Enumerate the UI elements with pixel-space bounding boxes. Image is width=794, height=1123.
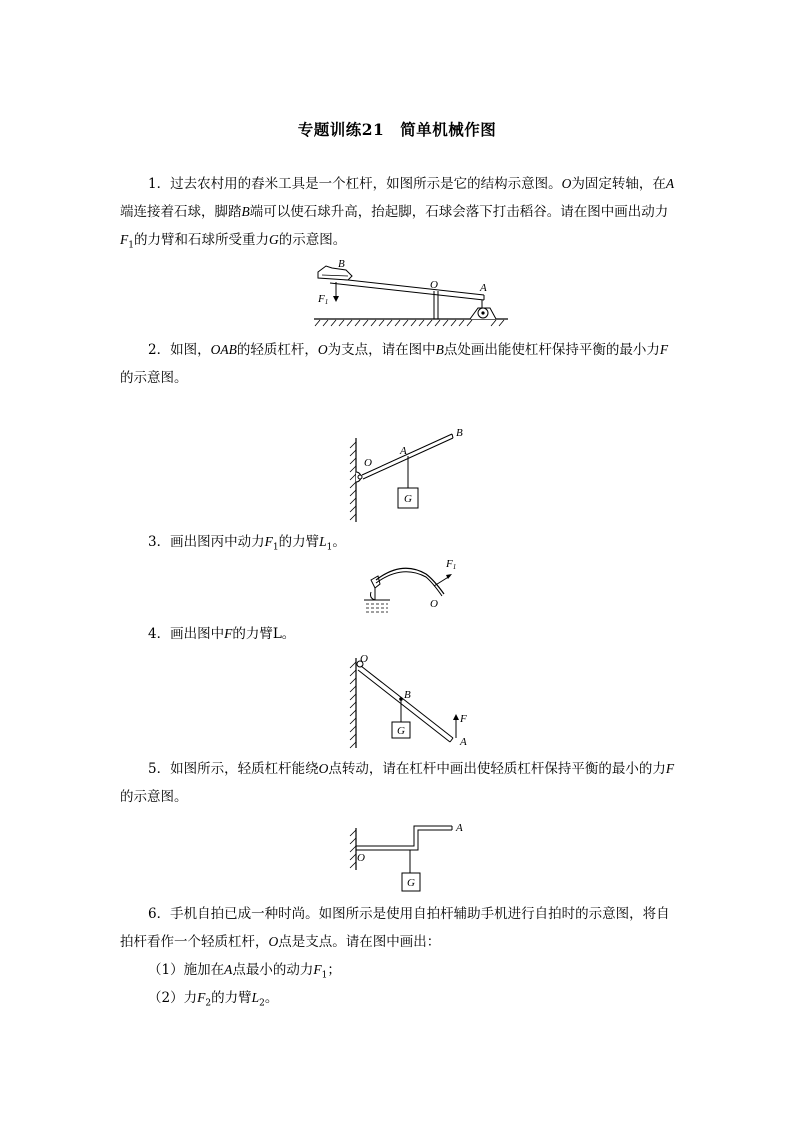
figure-2-lever-oab bbox=[346, 424, 466, 524]
question-3-text: 3．画出图丙中动力$F_1$的力臂$L_1$。 bbox=[148, 534, 346, 553]
figure-3-fishing-rod bbox=[358, 556, 468, 618]
question-6-part-2: （2）力$F_2$的力臂$L_2$。 bbox=[148, 990, 279, 1009]
figure-3-label-f1: F1 bbox=[446, 558, 457, 571]
figure-2-label-a: A bbox=[400, 445, 407, 457]
figure-4-label-f: F bbox=[460, 713, 467, 725]
figure-5-label-a: A bbox=[456, 822, 463, 834]
figure-1-label-o: O bbox=[430, 279, 438, 291]
question-4-text: 4．画出图中F的力臂L。 bbox=[148, 626, 296, 642]
page-title: 专题训练21 简单机械作图 bbox=[297, 120, 497, 139]
figure-1-label-a: A bbox=[480, 282, 487, 294]
question-5-text: 5．如图所示，轻质杠杆能绕O点转动，请在杠杆中画出使轻质杠杆保持平衡的最小的力F的示意图。 bbox=[120, 761, 675, 805]
figure-4-label-b: B bbox=[404, 689, 411, 701]
question-1-text: 1．过去农村用的舂米工具是一个杠杆，如图所示是它的结构示意图。O为固定转轴，在A端连接着石球，脚踏B端可以使石球升高，抬起脚，石球会落下打击稻谷。请在图中画出动力$F_1$的力臂和石球所受重力G的示意图。 bbox=[120, 176, 675, 251]
figure-2-label-b: B bbox=[456, 427, 463, 439]
question-2-text: 2．如图，OAB的轻质杠杆，O为支点，请在图中B点处画出能使杠杆保持平衡的最小力F的示意图。 bbox=[120, 342, 669, 386]
figure-1-label-f1: F1 bbox=[318, 293, 329, 306]
figure-2-label-g: G bbox=[404, 493, 412, 505]
figure-4-label-a: A bbox=[460, 736, 467, 748]
figure-5-label-o: O bbox=[357, 852, 365, 864]
figure-4-label-o: O bbox=[360, 653, 368, 665]
figure-4-label-g: G bbox=[397, 725, 405, 737]
figure-1-rice-pounder bbox=[312, 258, 512, 328]
figure-5-bent-lever bbox=[346, 818, 476, 894]
question-6-text: 6．手机自拍已成一种时尚。如图所示是使用自拍杆辅助手机进行自拍时的示意图，将自拍杆看作一个轻质杠杆，O点是支点。请在图中画出： bbox=[120, 906, 670, 950]
figure-2-label-o: O bbox=[364, 457, 372, 469]
figure-1-label-b: B bbox=[338, 258, 345, 270]
figure-5-label-g: G bbox=[407, 877, 415, 889]
figure-4-lever-oba bbox=[346, 652, 476, 752]
question-6-part-1: （1）施加在A点最小的动力$F_1$； bbox=[148, 962, 341, 981]
figure-3-label-o: O bbox=[430, 598, 438, 610]
